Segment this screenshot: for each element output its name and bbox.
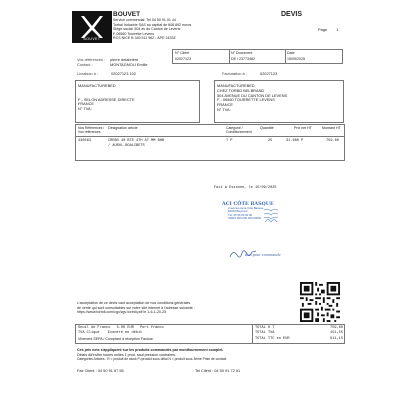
meta-header-client: N° Client [175, 51, 190, 55]
address-line [78, 89, 197, 94]
ref-label: Vos références : [77, 57, 106, 62]
table-header: Montant HT [322, 126, 341, 130]
cell-unit-price: 31.680 P [286, 139, 304, 143]
total-ht-label: TOTAL H T [255, 326, 275, 330]
table-header: Désignation article [108, 126, 138, 130]
stamp-line: Tél. 05 59 00 00 00 [228, 212, 253, 217]
total-ttc-value: 911,15 [330, 337, 343, 341]
notes-bold-line: Ces prix nets s'appliquent sur les produits commandés par montfournement complet. [77, 348, 224, 352]
franco-extra: Port franco [139, 326, 164, 330]
acceptance-line: https://www.torbdi.com/cgv/cgv-torbdi.pdf le 1-6-1-20-25 [77, 310, 167, 315]
address-line: CHEZ TORBD BELBRAND [217, 87, 265, 93]
meta-header-document: N° Document [231, 51, 253, 55]
payment-terms: Virement SEPA / Comptant à réception Facture [78, 337, 153, 341]
billing-label: Facturation à : [222, 71, 247, 76]
total-ht-value: 759,60 [330, 326, 343, 330]
cell-category: T P [226, 139, 233, 143]
document-type: DEVIS [281, 11, 303, 18]
address-line: F - 06560 TOURRETTE LEVENS [217, 97, 275, 103]
stamp-line: 2 avenue de la Côte Basque [228, 206, 264, 210]
handwritten-signature [228, 247, 288, 267]
ref-label: Contact : [77, 61, 93, 67]
ref-value: pierre delabrière [110, 57, 139, 62]
stamp-line: 64100 Bayonne [228, 209, 248, 214]
items-table [75, 124, 345, 161]
totals-left-row [78, 331, 142, 336]
address-line: N° TVA: [217, 106, 231, 112]
table-header: Nos Références / Vos références [78, 126, 105, 134]
company-info [113, 11, 253, 41]
delivery-label: Livraison à : [77, 71, 98, 76]
ref-value: MONTAGNOLI Emilie [110, 61, 148, 67]
logo-text: BOUVET [83, 37, 101, 41]
acceptance-line: de vente qui sont consultables sur notre site internet à l'adresse suivante : [77, 305, 195, 310]
cell-quantity: 25 [268, 139, 273, 143]
page-number: 1 [336, 27, 339, 32]
cell-amount: 759.60 [326, 139, 339, 143]
total-vat-row [255, 331, 343, 336]
cell-designation-sub: / AURUL-BOALIBETS [108, 144, 145, 148]
address-line: MANUFACTUREBED [217, 83, 255, 88]
signature-note: Bon pour commande [245, 253, 281, 257]
delivery-address [75, 80, 200, 123]
vat-value: Exonéré en débit [107, 331, 143, 335]
conditions-notes [77, 348, 345, 362]
page-indicator [318, 28, 338, 33]
meta-value-date: 15/09/2025 [287, 57, 305, 61]
totals-left-row [78, 326, 164, 331]
address-line: F - SELON ADRESSE DIRECTE [78, 96, 135, 102]
billing-address [214, 80, 344, 123]
address-line: MANUFACTUREBED [78, 83, 116, 88]
vat-label: TVA Clique [78, 331, 100, 335]
address-line: FRANCE [217, 102, 233, 108]
company-line: Service commercial: Tel 04 50 91 01 44 [113, 18, 176, 22]
page-label: Page [318, 27, 328, 32]
total-vat-value: 151,55 [330, 331, 343, 335]
place-date: Fait à Essonne, le 15/09/2025 [214, 186, 277, 190]
acceptance-text [77, 301, 277, 315]
stamp-seal-icon [262, 207, 280, 225]
company-name: BOUVET [113, 11, 141, 18]
acceptance-line: L'acceptation de ce devis vaut acceptation de nos conditions générales [77, 301, 191, 305]
total-vat-label: TOTAL TVA [255, 331, 275, 335]
delivery-ref [77, 72, 136, 77]
company-line: Torhal Industrie SAS au capital de 608 892 euros [113, 22, 192, 27]
company-logo [72, 11, 112, 43]
ref-row [77, 63, 167, 68]
stamp-title: ACI CÔTE BASQUE [222, 201, 274, 207]
company-stamp [222, 201, 288, 243]
footer-fax: Fax Client : 04 50 91 67 55 [77, 368, 124, 373]
company-line: Siège social: 504 av du Canton de Levens [113, 27, 181, 32]
franco-label: Seuil de Franco [78, 326, 111, 330]
total-ttc-label: TOTAL TTC en EUR [255, 337, 290, 341]
footer-tel: Tel Client : 04 50 91 72 51 [195, 368, 241, 373]
company-line: F-06560 Tourrette Levens [113, 31, 155, 36]
notes-line: Catégories Articles : R = produit de stock P=produit sous délai N = produit sous 3ème Prise de contact [77, 357, 227, 362]
delivery-value: 02027123 102 [111, 71, 136, 76]
total-ht-row [255, 326, 343, 331]
address-line: 504 AVENUE DU CANTON DE LEVENS [217, 92, 288, 98]
totals-box [75, 324, 345, 344]
company-line: RCS NICE B 340 511 962 - APE 2433Z [113, 36, 176, 41]
total-ttc-row [255, 337, 343, 342]
franco-value: 3.00 EUR [116, 326, 134, 330]
billing-ref [222, 72, 277, 77]
meta-box [172, 49, 343, 64]
billing-value: 02027123 [259, 71, 278, 76]
table-header: Prix net HT [294, 126, 312, 130]
meta-value-client: 02027123 [175, 57, 191, 61]
address-line: N° TVA: [78, 106, 92, 112]
meta-header-date: Date [287, 51, 295, 55]
table-header: Catégorie / Conditionnement [226, 126, 252, 134]
table-header: Quantité [260, 126, 274, 130]
qr-code-icon [300, 282, 340, 322]
meta-value-document: DE / 23773482 [231, 57, 255, 61]
cell-ref: 436563 [78, 139, 91, 143]
references-block [77, 58, 167, 68]
cell-designation: CREBO 40 BTE 4TH AT MM BHB [108, 139, 165, 143]
notes-line: Délais dâ'inviter toutes unités 1 prod. sauf pression contraires. [77, 352, 176, 357]
address-line: FRANCE [78, 101, 94, 107]
stamp-line: SIRET 000 000 000 00000 [228, 216, 262, 221]
